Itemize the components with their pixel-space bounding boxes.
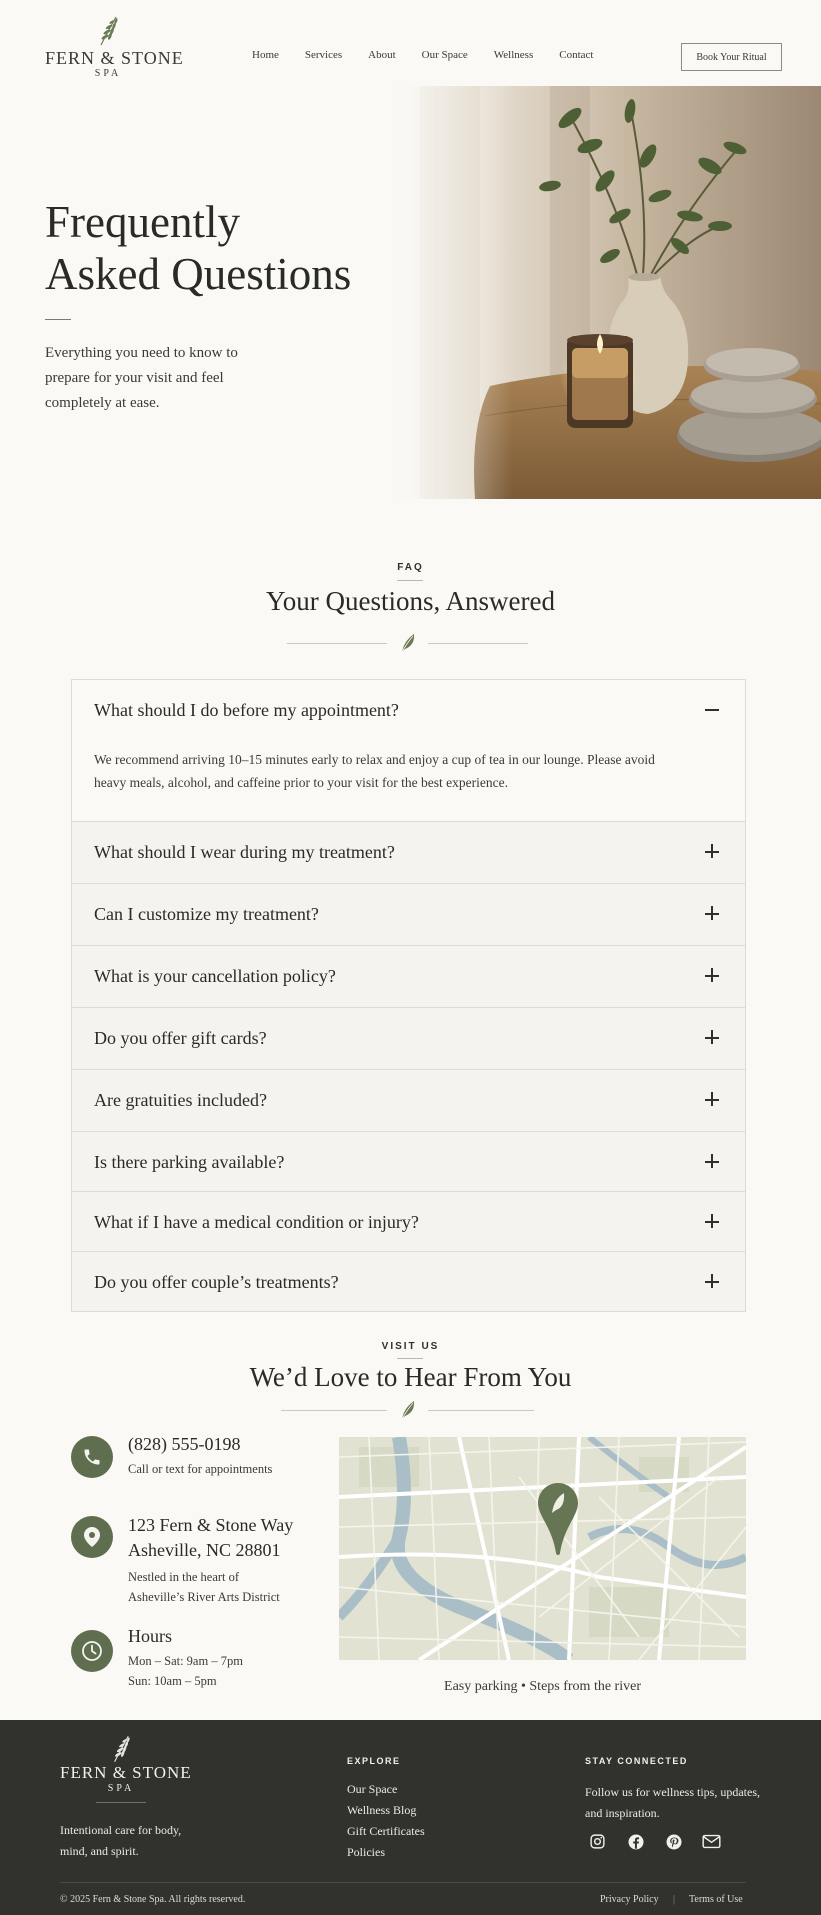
hours-sunday: Sun: 10am – 5pm — [128, 1674, 217, 1688]
faq-item[interactable] — [72, 680, 745, 821]
hero-section — [0, 86, 821, 499]
faq-item[interactable] — [72, 1007, 745, 1069]
faq-eyebrow: FAQ — [397, 562, 424, 573]
mail-icon[interactable] — [702, 1832, 721, 1851]
plus-icon[interactable] — [705, 1092, 719, 1106]
plus-icon[interactable] — [705, 1030, 719, 1044]
divider-line-left — [281, 1410, 387, 1411]
logo-brand-name: FERN & STONE — [45, 48, 184, 68]
logo[interactable] — [45, 15, 184, 81]
plus-icon[interactable] — [705, 844, 719, 858]
plus-icon[interactable] — [705, 968, 719, 982]
site-footer — [0, 1720, 821, 1915]
faq-question[interactable]: Are gratuities included? — [94, 1090, 267, 1110]
divider-line-left — [287, 643, 387, 644]
footer-link-wellness-blog[interactable]: Wellness Blog — [347, 1803, 417, 1817]
visit-section-title: We’d Love to Hear From You — [249, 1362, 572, 1392]
faq-item[interactable] — [72, 945, 745, 1007]
address-note-1: Nestled in the heart of — [128, 1570, 240, 1584]
plus-icon[interactable] — [705, 1274, 719, 1288]
faq-item[interactable] — [72, 1131, 745, 1191]
logo-brand-sub: SPA — [94, 68, 122, 79]
footer-separator: | — [673, 1894, 676, 1905]
faq-question[interactable]: Do you offer gift cards? — [94, 1028, 267, 1048]
instagram-icon[interactable] — [588, 1832, 607, 1851]
footer-link-policies[interactable]: Policies — [347, 1845, 385, 1859]
faq-accordion — [71, 679, 746, 1312]
nav-our-space[interactable]: Our Space — [421, 49, 468, 61]
map-caption: Easy parking • Steps from the river — [444, 1679, 641, 1694]
footer-brand-name: FERN & STONE — [60, 1763, 192, 1782]
nav-about[interactable]: About — [368, 49, 396, 61]
hero-subtitle: Everything you need to know to prepare for your visit and feel completely at ease. — [45, 345, 238, 411]
minus-icon[interactable] — [705, 702, 719, 716]
location-pin-icon — [71, 1516, 113, 1558]
leaf-icon — [399, 1400, 416, 1425]
footer-divider — [60, 1882, 746, 1883]
faq-eyebrow-rule — [397, 580, 423, 581]
faq-item[interactable] — [72, 1191, 745, 1251]
phone-icon — [71, 1436, 113, 1478]
faq-leaf-divider — [287, 633, 528, 653]
site-header — [0, 0, 821, 86]
nav-contact[interactable]: Contact — [559, 49, 594, 61]
faq-question[interactable]: What should I wear during my treatment? — [94, 842, 395, 862]
footer-logo-rule — [96, 1802, 146, 1803]
footer-link-our-space[interactable]: Our Space — [347, 1782, 398, 1796]
footer-connect-text: Follow us for wellness tips, updates, and inspiration. — [585, 1785, 760, 1820]
faq-item[interactable] — [72, 1251, 745, 1311]
hours-weekday: Mon – Sat: 9am – 7pm — [128, 1654, 243, 1668]
nav-services[interactable]: Services — [304, 49, 343, 61]
plus-icon[interactable] — [705, 906, 719, 920]
footer-tagline: Intentional care for body, mind, and spirit. — [60, 1823, 182, 1858]
visit-leaf-divider — [287, 1400, 528, 1420]
faq-question[interactable]: What should I do before my appointment? — [94, 700, 399, 720]
page-title-line-2: Asked Questions — [45, 249, 352, 299]
nav-home[interactable]: Home — [252, 49, 279, 61]
social-links — [588, 1832, 721, 1851]
footer-brand-sub: SPA — [107, 1783, 135, 1794]
faq-section-title: Your Questions, Answered — [265, 586, 555, 616]
faq-item[interactable] — [72, 883, 745, 945]
facebook-icon[interactable] — [626, 1832, 645, 1851]
page-title — [45, 196, 375, 300]
divider-line-right — [428, 1410, 534, 1411]
pinterest-icon[interactable] — [664, 1832, 683, 1851]
footer-connect-heading: STAY CONNECTED — [585, 1756, 688, 1766]
location-map[interactable] — [339, 1437, 746, 1660]
footer-link-gift-certificates[interactable]: Gift Certificates — [347, 1824, 425, 1838]
copyright: © 2025 Fern & Stone Spa. All rights reserved. — [60, 1894, 246, 1905]
address-line-1: 123 Fern & Stone Way — [128, 1515, 294, 1535]
faq-question[interactable]: Do you offer couple’s treatments? — [94, 1272, 339, 1292]
clock-icon — [71, 1630, 113, 1672]
visit-eyebrow-rule — [397, 1358, 423, 1359]
plus-icon[interactable] — [705, 1214, 719, 1228]
leaf-icon — [399, 633, 416, 658]
book-your-ritual-button[interactable]: Book Your Ritual — [681, 43, 782, 71]
hero-divider — [45, 319, 71, 320]
faq-question[interactable]: What is your cancellation policy? — [94, 966, 336, 986]
faq-item[interactable] — [72, 1069, 745, 1131]
hero-image — [380, 86, 821, 499]
terms-of-use-link[interactable]: Terms of Use — [689, 1894, 743, 1905]
fern-leaf-icon — [45, 15, 171, 47]
nav-wellness[interactable]: Wellness — [493, 49, 534, 61]
divider-line-right — [428, 643, 528, 644]
faq-question[interactable]: Can I customize my treatment? — [94, 904, 319, 924]
faq-answer: We recommend arriving 10–15 minutes early to relax and enjoy a cup of tea in our lounge. Please avoid heavy meals, alcohol, and caffeine prior to your visit for the best experience. — [94, 752, 655, 790]
address-line-2: Asheville, NC 28801 — [128, 1540, 281, 1560]
visit-eyebrow: VISIT US — [381, 1341, 440, 1352]
faq-item[interactable] — [72, 821, 745, 883]
fern-leaf-icon — [60, 1734, 182, 1764]
phone-number[interactable]: (828) 555-0198 — [128, 1434, 241, 1454]
main-nav — [252, 49, 619, 61]
faq-question[interactable]: Is there parking available? — [94, 1152, 285, 1172]
footer-explore-heading: EXPLORE — [347, 1756, 401, 1766]
phone-note: Call or text for appointments — [128, 1462, 273, 1476]
hours-title: Hours — [128, 1626, 172, 1646]
faq-question[interactable]: What if I have a medical condition or injury? — [94, 1212, 419, 1232]
address-note-2: Asheville’s River Arts District — [128, 1590, 280, 1604]
page-title-line-1: Frequently — [45, 197, 240, 247]
footer-logo[interactable] — [60, 1734, 192, 1803]
privacy-policy-link[interactable]: Privacy Policy — [600, 1894, 659, 1905]
map-pin-icon[interactable] — [538, 1483, 578, 1560]
plus-icon[interactable] — [705, 1154, 719, 1168]
